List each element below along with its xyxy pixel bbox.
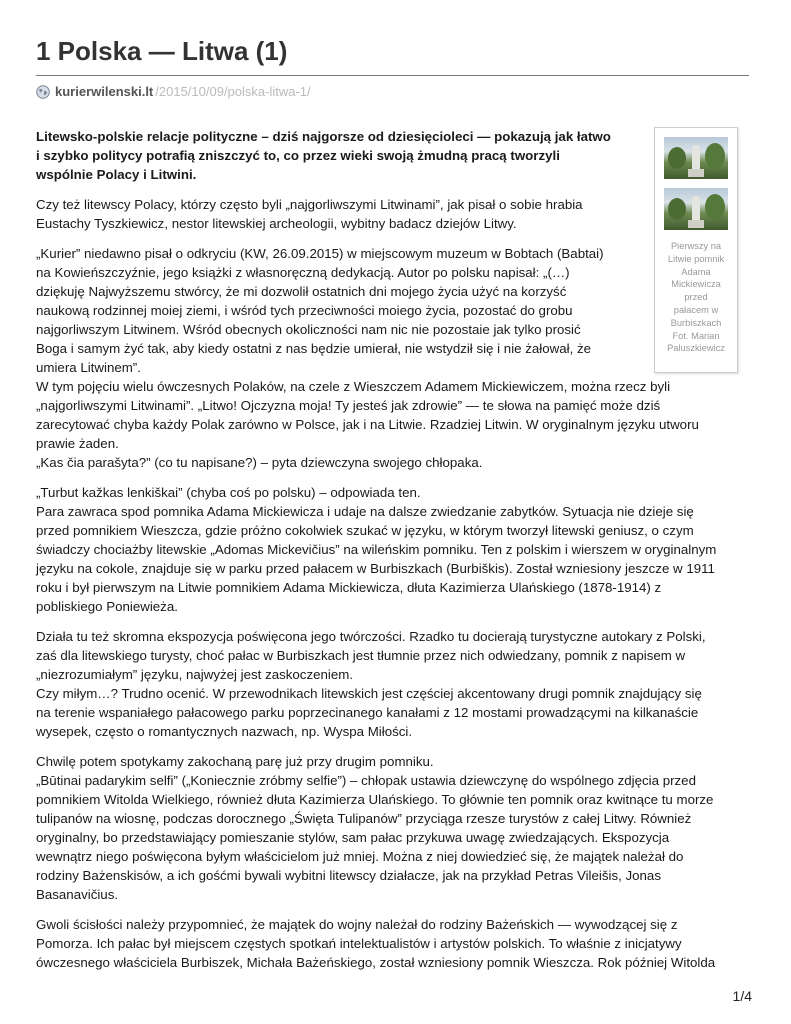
text-line: „najgorliwszymi Litwinami”. „Litwo! Ojczyzna moja! Ty jesteś jak zdrowie” — te słowa na pamięć może dziś <box>36 398 661 413</box>
text-line: zarecytować chyba każdy Polak zarówno w Polsce, jak i na Litwie. Rzadziej Litwin. W oryginalnym języku utworu <box>36 417 699 432</box>
caption-line: Mickiewicza <box>671 279 721 290</box>
text-line: „Kas čia parašyta?” (co tu napisane?) – pyta dziewczyna swojego chłopaka. <box>36 455 483 470</box>
text-line: prawie żaden. <box>36 436 119 451</box>
text-line: rodziny Bażenskisów, a ich gośćmi bywali wybitni litewscy działacze, jak na przykład Petras Vileišis, Jonas <box>36 868 661 883</box>
text-line: Chwilę potem spotykamy zakochaną parę już przy drugim pomniku. <box>36 754 434 769</box>
text-line: na terenie wspaniałego pałacowego parku poprzecinanego kanałami z 12 mostami prowadzącymi na kilkanaście <box>36 705 699 720</box>
body-paragraph <box>36 195 751 233</box>
text-line: umiera Litwinem”. <box>36 360 141 375</box>
text-line: Litewsko-polskie relacje polityczne – dziś najgorsze od dziesięcioleci — pokazują jak łatwo <box>36 129 611 144</box>
page-title: 1 Polska — Litwa (1) <box>36 36 288 66</box>
caption-line: Paluszkiewicz <box>667 343 725 354</box>
text-line: świadczy chociażby litewskie „Adomas Mickevičius” na wileńskim pomniku. Ten z polskim i wierszem w oryginalnym <box>36 542 717 557</box>
caption-line: przed <box>684 292 708 303</box>
text-line: Czy też litewscy Polacy, którzy często byli „najgorliwszymi Litwinami”, jak pisał o sobie hrabia <box>36 197 583 212</box>
text-line: „niezrozumiałym” języku, najwyżej jest zaskoczeniem. <box>36 667 354 682</box>
body-paragraph <box>36 915 751 972</box>
text-line: Pomorza. Ich pałac był miejscem częstych spotkań intelektualistów i artystów polskich. To właśnie z inicjatywy <box>36 936 682 951</box>
caption-line: Fot. Marian <box>672 330 720 341</box>
lead-paragraph <box>36 127 646 184</box>
text-line: najgorliwszym Litwinem. Wśród obecnych okoliczności nam nic nie pozostaie jak tylko prosić <box>36 322 581 337</box>
text-line: wewnątrz niego poświęcona byłym właścicielom już mniej. Można z niej dowiedzieć się, że majątek należał do <box>36 849 684 864</box>
body-paragraph <box>36 483 751 616</box>
text-line: tulipanów na wiosnę, podczas dorocznego „Święta Tulipanów” przyciąga rzesze turystów z całej Litwy. Również <box>36 811 692 826</box>
text-line: Para zawraca spod pomnika Adama Mickiewicza i udaje na dalsze zwiedzanie zabytków. Sytuacja nie dzieje się <box>36 504 694 519</box>
text-line: wspólnie Polacy i Litwini. <box>36 167 197 182</box>
text-line: Gwoli ścisłości należy przypomnieć, że majątek do wojny należał do rodziny Bażeńskich — wywodzącej się z <box>36 917 678 932</box>
article-body <box>36 127 751 983</box>
text-line: Działa tu też skromna ekspozycja poświęcona jego twórczości. Rzadko tu docierają turystyczne autokary z Polski, <box>36 629 706 644</box>
text-line: „Būtinai padarykim selfi” („Koniecznie zróbmy selfie”) – chłopak ustawia dziewczynę do wspólnego zdjęcia przed <box>36 773 696 788</box>
body-paragraph <box>36 752 751 904</box>
source-path[interactable]: /2015/10/09/polska-litwa-1/ <box>155 84 311 99</box>
source-site-link[interactable]: kurierwilenski.lt <box>55 84 154 99</box>
text-line: pobliskiego Poniewieża. <box>36 599 178 614</box>
caption-line: Burbiszkach <box>670 317 722 328</box>
globe-icon <box>36 85 50 99</box>
text-line: na Kowieńszczyźnie, jego książki z własnoręczną dedykacją. Autor po polsku napisał: „(…) <box>36 265 570 280</box>
title-divider <box>36 75 749 76</box>
body-paragraph <box>36 244 751 472</box>
text-line: zaś dla litewskiego turysty, choć pałac w Burbiszkach jest tłumnie przez nich odwiedzany, pomnik z napisem w <box>36 648 686 663</box>
text-line: Czy miłym…? Trudno ocenić. W przewodnikach litewskich jest częściej akcentowany drugi pomnik znajdujący się <box>36 686 702 701</box>
text-line: Basanavičius. <box>36 887 119 902</box>
text-line: oryginalny, bo przedstawiający pomieszanie stylów, sam pałac przykuwa uwagę zwiedzających. Ekspozycja <box>36 830 670 845</box>
text-line: Boga i samym żyć tak, aby kiedy ostatni z nas będzie umierał, nie wstydził się i nie żałował, że <box>36 341 592 356</box>
text-line: ówczesnego właściciela Burbiszek, Michała Bażeńskiego, został wzniesiony pomnik Wieszcza. Rok później Witolda <box>36 955 716 970</box>
text-line: przed pomnikiem Wieszcza, gdzie próżno cokolwiek szukać w języku, w którym tworzył litewski geniusz, o czym <box>36 523 694 538</box>
text-line: roku i był pierwszym na Litwie pomnikiem Adama Mickiewicza, dłuta Kazimierza Ulańskiego (1878-1914) z <box>36 580 662 595</box>
text-line: „Kurier” niedawno pisał o odkryciu (KW, 26.09.2015) w miejscowym muzeum w Bobtach (Babtai) <box>36 246 604 261</box>
caption-line: Adama <box>681 266 711 277</box>
text-line: W tym pojęciu wielu ówczesnych Polaków, na czele z Wieszczem Adamem Mickiewiczem, można rzecz byli <box>36 379 671 394</box>
text-line: języku na cokole, znajduje się w parku przed pałacem w Burbiszkach (Burbiškis). Został wzniesiony jeszcze w 1911 <box>36 561 715 576</box>
caption-line: Pierwszy na <box>670 241 722 251</box>
text-line: i szybko politycy potrafią zniszczyć to, co przez wieki swoją żmudną pracą tworzyli <box>36 148 560 163</box>
text-line: pomnikiem Witolda Wielkiego, również dłuta Kazimierza Ulańskiego. To głównie ten pomnik oraz kwitnące tu morze <box>36 792 714 807</box>
page-number: 1/4 <box>732 988 752 1004</box>
text-line: naukową rodzinnej moiej ziemi, i wśród tych przeciwności moiego życia, pozostać do grobu <box>36 303 573 318</box>
text-line: wysepek, często o romantycznych nazwach, np. Wyspa Miłości. <box>36 724 413 739</box>
source-line <box>36 84 311 99</box>
text-line: dziękuję Najwyższemu stwórcy, że mi dozwolił ostatnich dni mojego życia użyć na korzyść <box>36 284 567 299</box>
caption-line: pałacem w <box>673 304 719 315</box>
text-line: Eustachy Tyszkiewicz, nestor litewskiej archeologii, wybitny badacz dziejów Litwy. <box>36 216 517 231</box>
body-paragraph <box>36 627 751 741</box>
text-line: „Turbut kažkas lenkiškai” (chyba coś po polsku) – odpowiada ten. <box>36 485 421 500</box>
caption-line: Litwie pomnik <box>667 253 725 264</box>
